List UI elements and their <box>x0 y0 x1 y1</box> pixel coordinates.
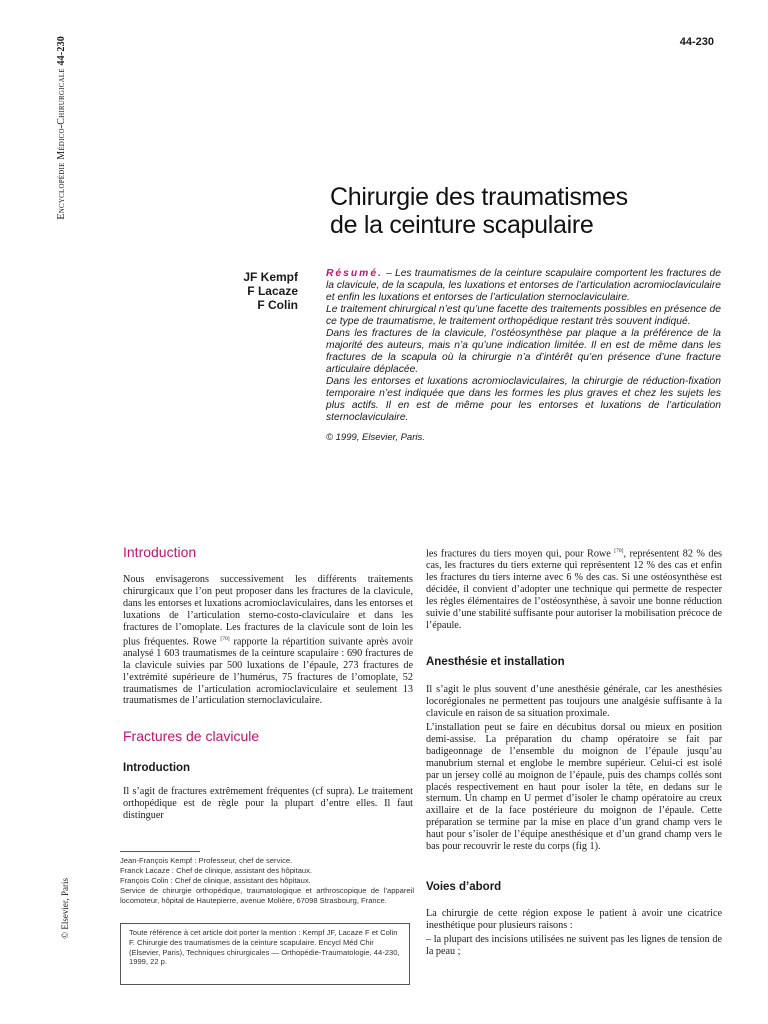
fractures-intro-paragraph: Il s’agit de fractures extrêmement fréquentes (cf supra). Le traitement orthopédique est de règle pour la plupart d’entre elles. Il faut distinguer <box>123 786 413 821</box>
anesthesie-paragraph-1: Il s’agit le plus souvent d’une anesthésie générale, car les anesthésies locorégionales ne permettent pas toujours une analgésie suffisante à la clavicule en raison de sa situation proximale. <box>426 684 722 719</box>
heading-introduction: Introduction <box>123 544 197 560</box>
subheading-introduction: Introduction <box>123 762 191 774</box>
citation: [70] <box>614 548 624 554</box>
abstract <box>326 268 721 444</box>
author-name: F Lacaze <box>247 284 298 298</box>
title-line-1: Chirurgie des traumatismes <box>330 183 628 211</box>
subheading-anesthesie: Anesthésie et installation <box>426 656 565 668</box>
voies-paragraph-1: La chirurgie de cette région expose le patient à avoir une cicatrice inesthétique pour plusieurs raisons : <box>426 908 722 931</box>
author-name: F Colin <box>257 298 298 312</box>
abstract-copyright: © 1999, Elsevier, Paris. <box>326 432 425 443</box>
heading-fractures-clavicule: Fractures de clavicule <box>123 728 260 744</box>
author-list <box>200 270 298 312</box>
abstract-p2: Le traitement chirurgical n’est qu’une facette des traitements possibles en présence de ce type de traumatisme, le traitement orthopédique restant très souvent indiqué. <box>326 304 721 327</box>
abstract-p4: Dans les entorses et luxations acromioclaviculaires, la chirurgie de réduction-fixation temporaire n’est indiquée que dans les formes les plus graves et chez les sujets les plus actifs. Il en est de même pour les entorses et luxations de l’articulation sternoclaviculaire. <box>326 376 721 423</box>
voies-paragraph-2: – la plupart des incisions utilisées ne suivent pas les lignes de tension de la peau ; <box>426 934 722 957</box>
citation-box: Toute référence à cet article doit porter la mention : Kempf JF, Lacaze F et Colin F. Chirurgie des traumatismes de la ceinture scapulaire. Encycl Méd Chir (Elsevier, Paris), Techniques chirurgicales — Orthopédie-Traumatologie, 44-230, 1999, 22 p. <box>120 923 410 985</box>
abstract-p3: Dans les fractures de la clavicule, l’ostéosynthèse par plaque a la préférence de la majorité des auteurs, mais n’a qu’une indication limitée. Il en est de même dans les fractures de la scapula où la chirurgie n’a d’intérêt qu’en présence d’une fracture articulaire déplacée. <box>326 328 721 375</box>
intro-paragraph: Nous envisagerons successivement les différents traitements chirurgicaux que l’on peut proposer dans les fractures de la clavicule, dans les entorses et luxations acromioclaviculaires, dans les entorses et luxations de l’articulation sterno-costo-claviculaire et dans les fractures de l’omoplate. Les fractures de la clavicule sont de loin les plus fréquentes. Rowe [70] rapporte la répartition suivante après avoir analysé 1 603 traumatismes de la ceinture scapulaire : 690 fractures de la clavicule suivies par 500 luxations de l’épaule, 273 fractures de l’extrémité supérieure de l’humérus, 75 fractures de l’omoplate, 52 traumatismes de l’articulation acromioclaviculaire et seulement 13 traumatismes de l’articulation sternoclaviculaire. <box>123 574 413 707</box>
citation: [70] <box>220 635 230 642</box>
abstract-label: Résumé. <box>326 268 383 279</box>
side-series-title <box>56 36 67 266</box>
anesthesie-paragraph-2: L’installation peut se faire en décubitus dorsal ou mieux en position demi-assise. La préparation du champ opératoire se fait par badigeonnage de l’ensemble du moignon de l’épaule jusqu’au manubrium sternal et englobe le membre supérieur. Celui-ci est isolé par un jersey collé au moignon de l’épaule, puis des champs collés sont placés respectivement en haut pour isoler la tête, en dedans sur le sternum. Un champ en U permet d’isoler le champ opératoire au creux axillaire et de la face postérieure du moignon de l’épaule. Cette préparation se termine par la mise en place d’un grand champ vers le haut pour s’isoler de l’équipe anesthésique et d’un grand champ vers le bas pour recouvrir le reste du corps (fig 1). <box>426 722 722 853</box>
title-line-2: de la ceinture scapulaire <box>330 211 594 239</box>
right-paragraph-1: les fractures du tiers moyen qui, pour Rowe [70], représentent 82 % des cas, les fractures du tiers externe qui représentent 12 % des cas et enfin les fractures du tiers interne avec 6 % des cas. Si une ostéosynthèse est décidée, il convient d’adopter une technique qui permette de respecter les règles élémentaires de l’ostéosynthèse, à savoir une bonne réduction suivie d’une stabilité suffisante pour autoriser la mobilisation précoce de l’épaule. <box>426 548 723 631</box>
series-name: Encyclopédie Médico-Chirurgicale <box>56 68 67 220</box>
page-title <box>330 183 730 239</box>
series-code: 44-230 <box>56 36 67 66</box>
article-ref-code: 44-230 <box>679 36 714 48</box>
author-footnote: Jean-François Kempf : Professeur, chef de service. Franck Lacaze : Chef de clinique, assistant des hôpitaux. François Colin : Chef de clinique, assistant des hôpitaux. Service de chirurgie orthopédique, traumatologique et arthroscopique de l’appareil locomoteur, hôpital de Hautepierre, avenue Molière, 67098 Strasbourg, France. <box>120 856 414 905</box>
subheading-voies-abord: Voies d’abord <box>426 881 502 893</box>
side-copyright: © Elsevier, Paris <box>60 878 70 939</box>
footnote-divider <box>120 851 200 852</box>
abstract-p1: Résumé. – Les traumatismes de la ceinture scapulaire comportent les fractures de la clavicule, de la scapula, les luxations et entorses de l’articulation acromioclaviculaire et enfin les luxations et entorses de l’articulation sternoclaviculaire. <box>326 268 721 303</box>
author-name: JF Kempf <box>243 270 298 284</box>
